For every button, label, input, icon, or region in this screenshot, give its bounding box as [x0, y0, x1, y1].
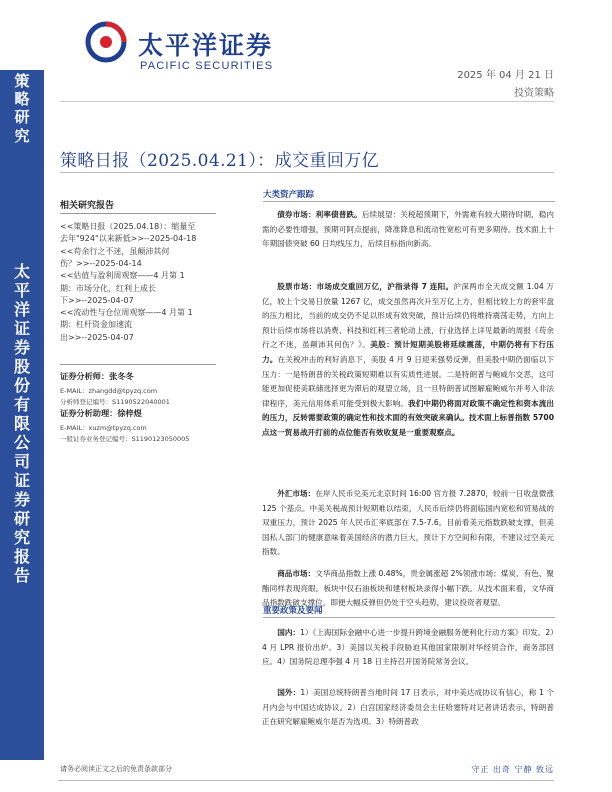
related-report-line[interactable]: 期：市场分化，红利上成长	[60, 283, 156, 293]
related-report-line[interactable]: 去年"924"以来新低>>--2025-04-18	[60, 234, 197, 244]
section-heading-policy: 重要政策及要闻	[263, 606, 323, 616]
related-report-line[interactable]: <<流动性与仓位周观察——4 月第 1	[60, 308, 193, 318]
related-reports-list	[60, 221, 218, 345]
related-reports-heading: 相关研究报告	[60, 201, 115, 211]
bold-run: 美股：预计短期美股将延续震荡，中期仍将有下行压力。	[262, 340, 554, 364]
related-report-line[interactable]: 期：杠杆资金加速流	[60, 320, 132, 330]
title-divider	[60, 172, 554, 173]
paragraph-equity-market	[262, 280, 554, 441]
bold-run: 债券市场：利率债普跌。	[277, 210, 362, 219]
footer-divider	[58, 780, 554, 781]
footer-motto: 守正 出奇 宁静 致远	[471, 765, 554, 774]
section-divider-policy	[263, 617, 555, 618]
sidebar-institute: 太 平 洋 证 券 股 份 有 限 公 司 证 券 研 究 报 告	[13, 262, 30, 585]
report-type: 投资策略	[514, 88, 554, 99]
section-heading-major-assets: 大类资产跟踪	[263, 190, 315, 200]
assistant-name: 证券分析助理：徐梓煜	[60, 408, 142, 418]
bold-run: 股票市场：市场成交重回万亿，沪指录得 7 连阳。	[277, 282, 454, 291]
text-run: 1）《上海国际金融中心进一步提升跨境金融服务便利化行动方案》印发。2）4 月 LPR 报价出炉。3）美国以关税手段胁迫其他国家限制对华经贸合作，商务部回应。4）国务院总理李强 4 月 18 日主持召开国务院常务会议。	[262, 628, 555, 667]
paragraph-fx-market	[262, 487, 554, 560]
bold-run: 国外：	[277, 688, 301, 697]
bold-run: 外汇市场：	[277, 489, 316, 498]
paragraph-bond-market	[262, 208, 554, 252]
assistant-cert: 一般证券业务登记编号：S1190123050005	[60, 435, 190, 443]
related-reports-divider	[60, 213, 216, 214]
related-report-line[interactable]: 伤？>>--2025-04-14	[60, 258, 142, 268]
assistant-email[interactable]: E-MAIL：xuzm@tpyzq.com	[60, 424, 147, 432]
report-date: 2025 年 04 月 21 日	[457, 70, 554, 81]
related-report-line[interactable]: <<苟余行之不迷，虽颠沛其何	[60, 246, 170, 256]
text-run: 后续展望：关税超预期下，外需难有较大期待时期，稳内需的必要性增强，预期可阿点提前，降准降息和流动性宽松可有更多期待。技术面上十年期国债突破 60 日均线压力，后续目标指向新高。	[262, 210, 555, 249]
page-title: 策略日报（2025.04.21）：成交重回万亿	[60, 151, 380, 171]
analyst-name: 证券分析师：张冬冬	[60, 371, 134, 381]
bold-run: 我们中期仍将面对政策不确定性和资本流出的压力，反转需要政策的确定性和技术面的有效突破来确认。技术面上标普指数 5700 点这一贸易战开打前的点位能否有效收复是一重要观察点。	[262, 398, 554, 437]
related-report-line[interactable]: <<策略日报（2025.04.18）：缩量至	[60, 222, 196, 231]
company-logo-emblem	[84, 20, 128, 64]
bold-run: 国内：	[277, 628, 301, 637]
text-run: 沪深两市全天成交额 1.04 万亿，较上个交易日放量 1267 亿，成交虽然再次升至万亿上方，但相比较上方的套牢盘的压力相比，当前的成交仍不足以形成有效突破，预计后续仍将维持震荡走势，方向上预计后续市场将以消费、科技和红利三者轮动上涨，行业选择上详见最新的周报《苟余行之不迷，虽颠沛其何伤？》。	[262, 282, 554, 350]
bold-run: 商品市场：	[277, 569, 316, 578]
section-divider	[263, 201, 555, 202]
text-run: 在岸人民币兑美元北京时间 16:00 官方报 7.2870，较前一日收盘微涨 125 个基点。中美关税战预计短期难以结束，人民币后续仍将面临国内宽松和贸易战的双重压力，预计 2025 年人民币汇率底部在 7.5-7.6。目前看美元指数跌破支撑，但美国私人部门的健康意味着美国经济的潜力巨大，预计下方空间和有限，不建议过空美元指数。	[262, 489, 554, 557]
paragraph-domestic-news	[262, 626, 554, 670]
header-divider	[60, 101, 554, 102]
analyst-email[interactable]: E-MAIL：zhangdd@tpyzq.com	[60, 387, 158, 395]
text-run: 在关税冲击的利好消息下，美股 4 月 9 日迎来强势反弹，但美股中期仍面临以下压力：一是特朗普的关税政策短期难以有实质性进展。二是特朗普与鲍威尔交恶，这可能更加促使美联储选择更为滞后的观望立场，且一旦特朗普试图解雇鲍威尔并考入非法律程序，美元信用体系可能受到极大影响。	[262, 354, 554, 408]
footer-disclaimer: 请务必阅读正文之后的免责条款部分	[60, 765, 172, 773]
paragraph-foreign-news	[262, 686, 554, 730]
analyst-cert: 分析师登记编号：S1190522040001	[60, 398, 170, 406]
related-report-line[interactable]: 出>>--2025-04-07	[60, 332, 134, 342]
related-report-line[interactable]: 下>>--2025-04-07	[60, 295, 134, 305]
related-report-line[interactable]: <<估值与盈利周观察——4 月第 1	[60, 271, 185, 281]
sidebar-category: 策 略 研 究	[14, 72, 30, 145]
text-run: 1）美国总统特朗普当地时间 17 日表示，对中美达成协议有信心，称 1 个月内会与中国达成协议。2）白宫国家经济委员会主任哈塞特对记者讲话表示，特朗普正在研究解雇鲍威尔是否为选项。3）特朗普政	[262, 688, 554, 727]
company-name-en: PACIFIC SECURITIES	[140, 60, 274, 72]
text-run: 文华商品指数上涨 0.48%，贵金属涨超 2%领涨市场；煤炭、有色、聚酯同样表现亮眼。板块中仅石油板块和建材板块录得小幅下跌。从技术面来看，文华商品指数跌破支撑位，即便大幅反弹但仍处于空头趋势，建议投资者观望。	[262, 569, 554, 608]
company-name-cn: 太平洋证券	[138, 31, 274, 60]
analyst-divider	[60, 364, 216, 365]
